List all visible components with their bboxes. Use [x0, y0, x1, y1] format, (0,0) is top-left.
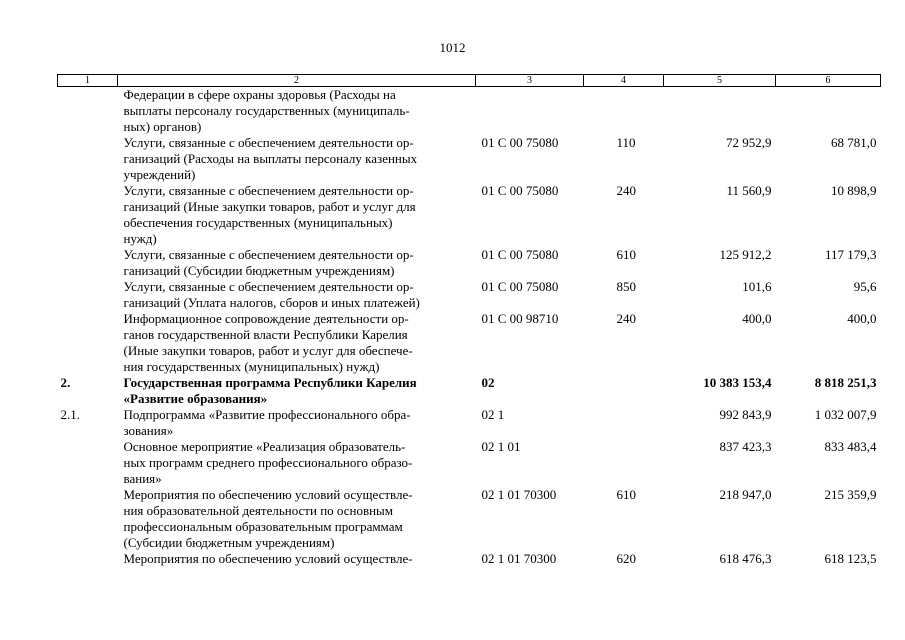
row-name	[118, 279, 476, 311]
target-article-code: 02 1 01 70300	[481, 551, 557, 566]
table-row	[58, 135, 881, 183]
row-name-line: ганизаций (Субсидии бюджетным учреждениям)	[123, 263, 395, 278]
page-number: 1012	[439, 40, 466, 55]
expense-type-code: 110	[616, 135, 636, 150]
target-article-code	[476, 87, 584, 136]
amount-col-5	[664, 87, 776, 136]
row-name-line: ных программ среднего профессионального образо-	[123, 455, 413, 470]
amount-col-6: 618 123,5	[824, 551, 877, 566]
row-name	[118, 407, 476, 439]
expense-type-code	[584, 87, 664, 136]
target-article-code: 01 С 00 75080	[481, 279, 559, 294]
row-name-line: (Субсидии бюджетным учреждениям)	[123, 535, 335, 550]
row-name-line: (Иные закупки товаров, работ и услуг для обеспече-	[123, 343, 413, 358]
expense-type-code	[584, 439, 664, 487]
row-name	[118, 375, 476, 407]
table-row	[58, 375, 881, 407]
row-number	[58, 487, 118, 551]
target-article-code: 02	[481, 375, 495, 390]
amount-col-5: 992 843,9	[719, 407, 772, 422]
table-row	[58, 407, 881, 439]
row-number	[58, 551, 118, 567]
row-name-line: Федерации в сфере охраны здоровья (Расходы на	[123, 87, 396, 102]
row-name-line: ганизаций (Уплата налогов, сборов и иных платежей)	[123, 295, 420, 310]
header-col-1: 1	[58, 75, 118, 87]
header-col-6: 6	[776, 75, 881, 87]
row-number	[58, 311, 118, 375]
amount-col-5: 125 912,2	[719, 247, 772, 262]
target-article-code: 02 1	[481, 407, 505, 422]
row-name	[118, 183, 476, 247]
amount-col-6: 400,0	[847, 311, 877, 326]
row-name-line: ганов государственной власти Республики Карелия	[123, 327, 408, 342]
expense-type-code: 610	[616, 247, 636, 262]
row-name-line: профессиональным образовательным программам	[123, 519, 403, 534]
amount-col-5: 11 560,9	[726, 183, 772, 198]
table-row	[58, 487, 881, 551]
header-row	[58, 75, 881, 87]
row-name	[118, 439, 476, 487]
row-name	[118, 487, 476, 551]
row-name-line: ганизаций (Иные закупки товаров, работ и услуг для	[123, 199, 416, 214]
table-row	[58, 247, 881, 279]
amount-col-6: 8 818 251,3	[814, 375, 877, 390]
row-name-line: «Развитие образования»	[123, 391, 268, 406]
header-col-3: 3	[476, 75, 584, 87]
row-number	[58, 439, 118, 487]
row-name-line: Услуги, связанные с обеспечением деятельности ор-	[123, 135, 414, 150]
row-name-line: Государственная программа Республики Карелия	[123, 375, 417, 390]
amount-col-5: 618 476,3	[719, 551, 772, 566]
row-name-line: Услуги, связанные с обеспечением деятельности ор-	[123, 279, 414, 294]
expense-type-code: 850	[616, 279, 636, 294]
row-number	[58, 183, 118, 247]
row-number	[58, 247, 118, 279]
expense-type-code: 240	[616, 183, 636, 198]
row-name-line: зования»	[123, 423, 174, 438]
row-name-line: ганизаций (Расходы на выплаты персоналу казенных	[123, 151, 418, 166]
row-number: 2.1.	[60, 407, 80, 422]
amount-col-6: 95,6	[853, 279, 877, 294]
table-row	[58, 439, 881, 487]
table-row	[58, 87, 881, 136]
amount-col-6: 833 483,4	[824, 439, 877, 454]
amount-col-5: 400,0	[742, 311, 772, 326]
row-name-line: нужд)	[123, 231, 157, 246]
amount-col-5: 101,6	[742, 279, 772, 294]
target-article-code: 01 С 00 75080	[481, 247, 559, 262]
table-row	[58, 183, 881, 247]
amount-col-5: 10 383 153,4	[703, 375, 772, 390]
row-number	[58, 135, 118, 183]
amount-col-5: 837 423,3	[719, 439, 772, 454]
amount-col-6	[776, 87, 881, 136]
table-body	[58, 87, 881, 568]
amount-col-6: 10 898,9	[831, 183, 877, 198]
row-name-line: Услуги, связанные с обеспечением деятельности ор-	[123, 247, 414, 262]
amount-col-5: 218 947,0	[719, 487, 772, 502]
target-article-code: 02 1 01	[481, 439, 521, 454]
header-col-4: 4	[584, 75, 664, 87]
target-article-code: 01 С 00 75080	[481, 183, 559, 198]
row-name-line: Подпрограмма «Развитие профессионального обра-	[123, 407, 411, 422]
header-col-2: 2	[118, 75, 476, 87]
target-article-code: 01 С 00 75080	[481, 135, 559, 150]
row-name-line: Информационное сопровождение деятельности ор-	[123, 311, 409, 326]
row-name-line: учреждений)	[123, 167, 196, 182]
row-number	[58, 279, 118, 311]
row-name-line: ния образовательной деятельности по основным	[123, 503, 394, 518]
row-name-line: выплаты персоналу государственных (муниципаль-	[123, 103, 410, 118]
amount-col-5: 72 952,9	[726, 135, 772, 150]
expense-type-code	[584, 375, 664, 407]
amount-col-6: 215 359,9	[824, 487, 877, 502]
row-number	[58, 87, 118, 136]
row-name-line: Мероприятия по обеспечению условий осуществле-	[123, 487, 413, 502]
row-name	[118, 87, 476, 136]
row-name	[118, 311, 476, 375]
expense-type-code	[584, 407, 664, 439]
table-row	[58, 311, 881, 375]
row-name-line: Услуги, связанные с обеспечением деятельности ор-	[123, 183, 414, 198]
row-name-line: Мероприятия по обеспечению условий осуществле-	[123, 551, 413, 566]
expense-type-code: 620	[616, 551, 636, 566]
amount-col-6: 68 781,0	[831, 135, 877, 150]
table-row	[58, 279, 881, 311]
row-name	[118, 247, 476, 279]
row-name-line: вания»	[123, 471, 162, 486]
expense-type-code: 240	[616, 311, 636, 326]
row-name	[118, 135, 476, 183]
target-article-code: 01 С 00 98710	[481, 311, 559, 326]
amount-col-6: 117 179,3	[824, 247, 877, 262]
expense-type-code: 610	[616, 487, 636, 502]
amount-col-6: 1 032 007,9	[814, 407, 877, 422]
row-name-line: Основное мероприятие «Реализация образователь-	[123, 439, 406, 454]
budget-table	[57, 74, 881, 567]
target-article-code: 02 1 01 70300	[481, 487, 557, 502]
table-row	[58, 551, 881, 567]
row-name-line: ния государственных (муниципальных) нужд)	[123, 359, 380, 374]
row-name-line: обеспечения государственных (муниципальных)	[123, 215, 393, 230]
row-name	[118, 551, 476, 567]
row-name-line: ных) органов)	[123, 119, 202, 134]
header-col-5: 5	[664, 75, 776, 87]
row-number: 2.	[60, 375, 71, 390]
